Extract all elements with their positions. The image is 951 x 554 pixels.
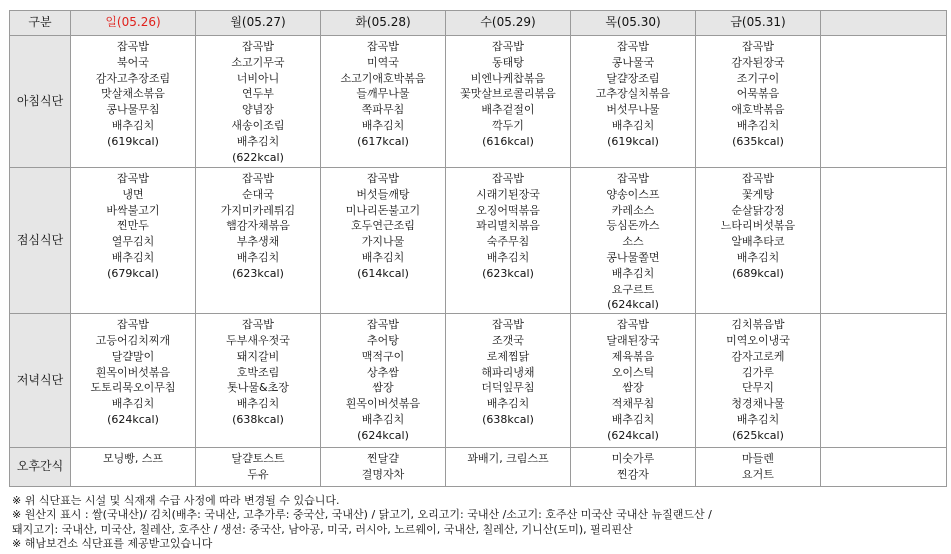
menu-item: 배추김치	[361, 412, 405, 426]
menu-item: 찐만두	[117, 219, 149, 233]
menu-item: 흰목이버섯볶음	[95, 365, 171, 379]
meal-menu-table	[9, 10, 947, 487]
menu-item: 감자된장국	[731, 55, 785, 69]
menu-cell-tuesday	[321, 448, 446, 487]
menu-item: 잡곡밥	[242, 40, 274, 53]
menu-item: 배추김치	[236, 397, 280, 411]
menu-item: 두부새우젓국	[226, 333, 290, 347]
menu-item: (638kcal)	[482, 412, 534, 426]
menu-item: 맥적구이	[361, 349, 405, 363]
menu-item: 감자고로케	[731, 349, 785, 363]
menu-item: 오이스틱	[611, 365, 655, 379]
menu-item: (635kcal)	[732, 134, 784, 148]
meal-label: 아침식단	[10, 36, 71, 168]
menu-item: 달걀말이	[111, 349, 155, 363]
meal-row	[10, 168, 947, 314]
menu-item: (619kcal)	[107, 134, 159, 148]
menu-item: 배추김치	[111, 250, 155, 264]
menu-cell-friday	[696, 36, 821, 168]
menu-item: 잡곡밥	[617, 40, 649, 53]
menu-item: 새송이조림	[231, 118, 285, 132]
menu-item: 연두부	[242, 87, 274, 101]
header-row	[10, 11, 947, 36]
menu-item: (624kcal)	[357, 428, 409, 442]
menu-item: 잡곡밥	[367, 40, 399, 53]
menu-item: (624kcal)	[607, 428, 659, 442]
meal-row	[10, 36, 947, 168]
menu-item: 요구르트	[611, 282, 655, 296]
menu-item: 잡곡밥	[617, 172, 649, 185]
menu-cell-monday	[196, 314, 321, 448]
meal-label: 저녁식단	[10, 314, 71, 448]
note-schedule-change: ※ 위 식단표는 시설 및 식재재 수급 사정에 따라 변경될 수 있습니다.	[12, 494, 340, 507]
menu-item: 햄감자채볶음	[226, 219, 290, 233]
menu-cell-blank	[821, 448, 947, 487]
menu-item: 소고기무국	[231, 55, 285, 69]
menu-item: 배추김치	[486, 397, 530, 411]
day-header-friday: 금(05.31)	[696, 11, 821, 36]
menu-item: 배추김치	[611, 412, 655, 426]
menu-cell-thursday	[571, 36, 696, 168]
menu-item: 호두연근조림	[351, 219, 415, 233]
menu-item: 결명자차	[361, 467, 405, 481]
menu-item: 콩나물무침	[106, 103, 160, 117]
menu-cell-thursday	[571, 314, 696, 448]
menu-item: 잡곡밥	[742, 40, 774, 53]
menu-item: 로제찜닭	[486, 349, 530, 363]
menu-item: 배추김치	[736, 118, 780, 132]
note-origin-label: ※ 원산지 표시 : 쌀(국내산)/ 김치(배추: 국내산, 고추가루: 중국산, 국내산) / 닭고기, 오리고기: 국내산 /소고기: 호주산 미국산 국내산 뉴질랜드산 /	[12, 508, 712, 522]
menu-cell-wednesday	[446, 448, 571, 487]
menu-cell-blank	[821, 168, 947, 314]
menu-item: (623kcal)	[482, 266, 534, 280]
menu-item: 느타리버섯볶음	[720, 219, 796, 233]
menu-cell-friday	[696, 168, 821, 314]
menu-item: (625kcal)	[732, 428, 784, 442]
menu-item: 버섯들깨탕	[356, 187, 410, 201]
menu-item: 배추김치	[361, 250, 405, 264]
menu-cell-thursday	[571, 448, 696, 487]
menu-item: 달래된장국	[606, 333, 660, 347]
menu-item: 제육볶음	[611, 349, 655, 363]
menu-item: 달걀장조림	[606, 71, 660, 85]
menu-item: 꽈배기, 크림스프	[467, 452, 549, 466]
meal-label: 점심식단	[10, 168, 71, 314]
menu-item: 북어국	[117, 55, 149, 69]
day-header-sunday: 일(05.26)	[71, 11, 196, 36]
menu-cell-wednesday	[446, 314, 571, 448]
menu-cell-sunday	[71, 448, 196, 487]
menu-cell-monday	[196, 448, 321, 487]
menu-item: 냉면	[122, 187, 144, 201]
menu-item: (617kcal)	[357, 134, 409, 148]
menu-item: (624kcal)	[607, 298, 659, 312]
day-header-thursday: 목(05.30)	[571, 11, 696, 36]
day-header-blank	[821, 11, 947, 36]
menu-item: 추어탕	[367, 333, 399, 347]
meal-row	[10, 448, 947, 487]
menu-cell-blank	[821, 314, 947, 448]
menu-item: 배추김치	[736, 412, 780, 426]
menu-item: 찐달걀	[367, 452, 399, 466]
menu-item: 알배추타코	[731, 235, 785, 249]
menu-item: 더덕잎무침	[481, 381, 535, 395]
menu-item: 조기구이	[736, 71, 780, 85]
menu-item: 찐감자	[617, 467, 649, 481]
menu-item: 요거트	[742, 467, 774, 481]
menu-item: 어묵볶음	[736, 87, 780, 101]
menu-item: 김가루	[742, 365, 774, 379]
menu-item: 잡곡밥	[367, 172, 399, 185]
menu-item: 소고기애호박볶음	[340, 71, 426, 85]
menu-item: (623kcal)	[232, 266, 284, 280]
day-header-wednesday: 수(05.29)	[446, 11, 571, 36]
menu-item: 김치볶음밥	[731, 318, 785, 332]
menu-item: 동태탕	[492, 55, 524, 69]
menu-item: 꽃맛살브로콜리볶음	[460, 87, 556, 101]
menu-item: 순대국	[242, 187, 274, 201]
menu-item: 잡곡밥	[367, 318, 399, 332]
menu-cell-sunday	[71, 314, 196, 448]
menu-item: 들깨무나물	[356, 87, 410, 101]
menu-cell-tuesday	[321, 168, 446, 314]
menu-item: 미나리돈불고기	[345, 203, 421, 217]
menu-cell-thursday	[571, 168, 696, 314]
menu-item: 쪽파무침	[361, 103, 405, 117]
note-origin-label-continued: 돼지고기: 국내산, 미국산, 칠레산, 호주산 / 생선: 중국산, 남아공, 미국, 러시아, 노르웨이, 국내산, 칠레산, 기니산(도미), 필리핀산	[12, 522, 633, 536]
menu-item: 너비아니	[236, 71, 280, 85]
menu-item: (619kcal)	[607, 134, 659, 148]
menu-item: 해파리냉채	[481, 365, 535, 379]
menu-item: 가지나물	[361, 235, 405, 249]
menu-item: 돼지갈비	[236, 349, 280, 363]
menu-item: 양념장	[242, 103, 274, 117]
menu-cell-monday	[196, 36, 321, 168]
menu-cell-tuesday	[321, 314, 446, 448]
menu-item: 잡곡밥	[492, 318, 524, 332]
menu-item: 배추김치	[236, 134, 280, 148]
menu-item: 고추장실치볶음	[595, 87, 671, 101]
menu-item: 배추김치	[736, 250, 780, 264]
menu-item: 청경채나물	[731, 397, 785, 411]
menu-item: 잡곡밥	[117, 318, 149, 332]
menu-item: (624kcal)	[107, 412, 159, 426]
menu-item: 비엔나케찹볶음	[470, 71, 546, 85]
meal-label: 오후간식	[10, 448, 71, 487]
menu-item: 흰목이버섯볶음	[345, 397, 421, 411]
menu-item: 배추김치	[236, 250, 280, 264]
menu-item: (616kcal)	[482, 134, 534, 148]
menu-item: 마들렌	[742, 452, 774, 466]
menu-item: 시래기된장국	[476, 187, 540, 201]
menu-item: 버섯무나물	[606, 103, 660, 117]
menu-item: 양송이스프	[606, 187, 660, 201]
menu-item: (689kcal)	[732, 266, 784, 280]
menu-item: 배추김치	[611, 118, 655, 132]
menu-item: 배추김치	[486, 250, 530, 264]
menu-item: 잡곡밥	[492, 40, 524, 53]
menu-item: 조갯국	[492, 333, 524, 347]
day-header-monday: 월(05.27)	[196, 11, 321, 36]
menu-item: 적채무침	[611, 397, 655, 411]
menu-item: 톳나물&초장	[227, 381, 289, 395]
menu-item: 가지미카레튀김	[220, 203, 296, 217]
menu-item: 잡곡밥	[242, 172, 274, 185]
menu-item: 감자고추장조림	[95, 71, 171, 85]
menu-item: 콩나물쫄면	[606, 250, 660, 264]
menu-item: 숙주무침	[486, 235, 530, 249]
menu-item: 배추김치	[361, 118, 405, 132]
menu-cell-sunday	[71, 168, 196, 314]
menu-cell-friday	[696, 448, 821, 487]
menu-item: 열무김치	[111, 235, 155, 249]
menu-item: 꽈리멸치볶음	[476, 219, 540, 233]
menu-item: 배추김치	[111, 118, 155, 132]
menu-item: 잡곡밥	[492, 172, 524, 185]
menu-item: 단무지	[742, 381, 774, 395]
menu-item: 꽃게탕	[742, 187, 774, 201]
notes-block	[12, 494, 712, 552]
menu-item: 달걀토스트	[231, 452, 285, 466]
meal-row	[10, 314, 947, 448]
menu-item: 배추김치	[611, 266, 655, 280]
menu-cell-friday	[696, 314, 821, 448]
menu-item: 두유	[247, 467, 269, 481]
menu-item: 쌈장	[372, 381, 394, 395]
menu-item: 호박조림	[236, 365, 280, 379]
menu-item: 미역오이냉국	[726, 333, 790, 347]
menu-item: 순살닭강정	[731, 203, 785, 217]
menu-item: 미역국	[367, 55, 399, 69]
menu-item: 상추쌈	[367, 365, 399, 379]
menu-item: (679kcal)	[107, 266, 159, 280]
menu-cell-wednesday	[446, 36, 571, 168]
menu-cell-blank	[821, 36, 947, 168]
menu-cell-wednesday	[446, 168, 571, 314]
menu-cell-sunday	[71, 36, 196, 168]
day-header-tuesday: 화(05.28)	[321, 11, 446, 36]
menu-cell-tuesday	[321, 36, 446, 168]
menu-item: 부추생채	[236, 235, 280, 249]
menu-cell-monday	[196, 168, 321, 314]
menu-item: 소스	[622, 235, 644, 249]
menu-item: 도토리묵오이무침	[90, 381, 176, 395]
menu-item: 미숫가루	[611, 452, 655, 466]
menu-item: 잡곡밥	[742, 172, 774, 185]
menu-item: 쌈장	[622, 381, 644, 395]
menu-item: 배추겉절이	[481, 103, 535, 117]
menu-item: (622kcal)	[232, 150, 284, 164]
menu-item: 잡곡밥	[617, 318, 649, 332]
menu-item: (638kcal)	[232, 412, 284, 426]
menu-item: 깍두기	[492, 118, 524, 132]
menu-item: 애호박볶음	[731, 103, 785, 117]
menu-item: 오징어떡볶음	[476, 203, 540, 217]
menu-item: 모닝빵, 스프	[102, 452, 164, 466]
menu-item: 등심돈까스	[606, 219, 660, 233]
menu-item: 잡곡밥	[117, 172, 149, 185]
menu-item: 배추김치	[111, 397, 155, 411]
menu-item: 잡곡밥	[242, 318, 274, 332]
category-header: 구분	[10, 11, 71, 36]
menu-item: 맛살채소볶음	[101, 87, 165, 101]
menu-item: 콩나물국	[611, 55, 655, 69]
menu-item: (614kcal)	[357, 266, 409, 280]
note-source: ※ 해남보건소 식단표를 제공받고있습니다	[12, 537, 213, 551]
menu-item: 카레소스	[611, 203, 655, 217]
menu-item: 고등어김치찌개	[95, 333, 171, 347]
menu-item: 잡곡밥	[117, 40, 149, 53]
menu-item: 바싹불고기	[106, 203, 160, 217]
